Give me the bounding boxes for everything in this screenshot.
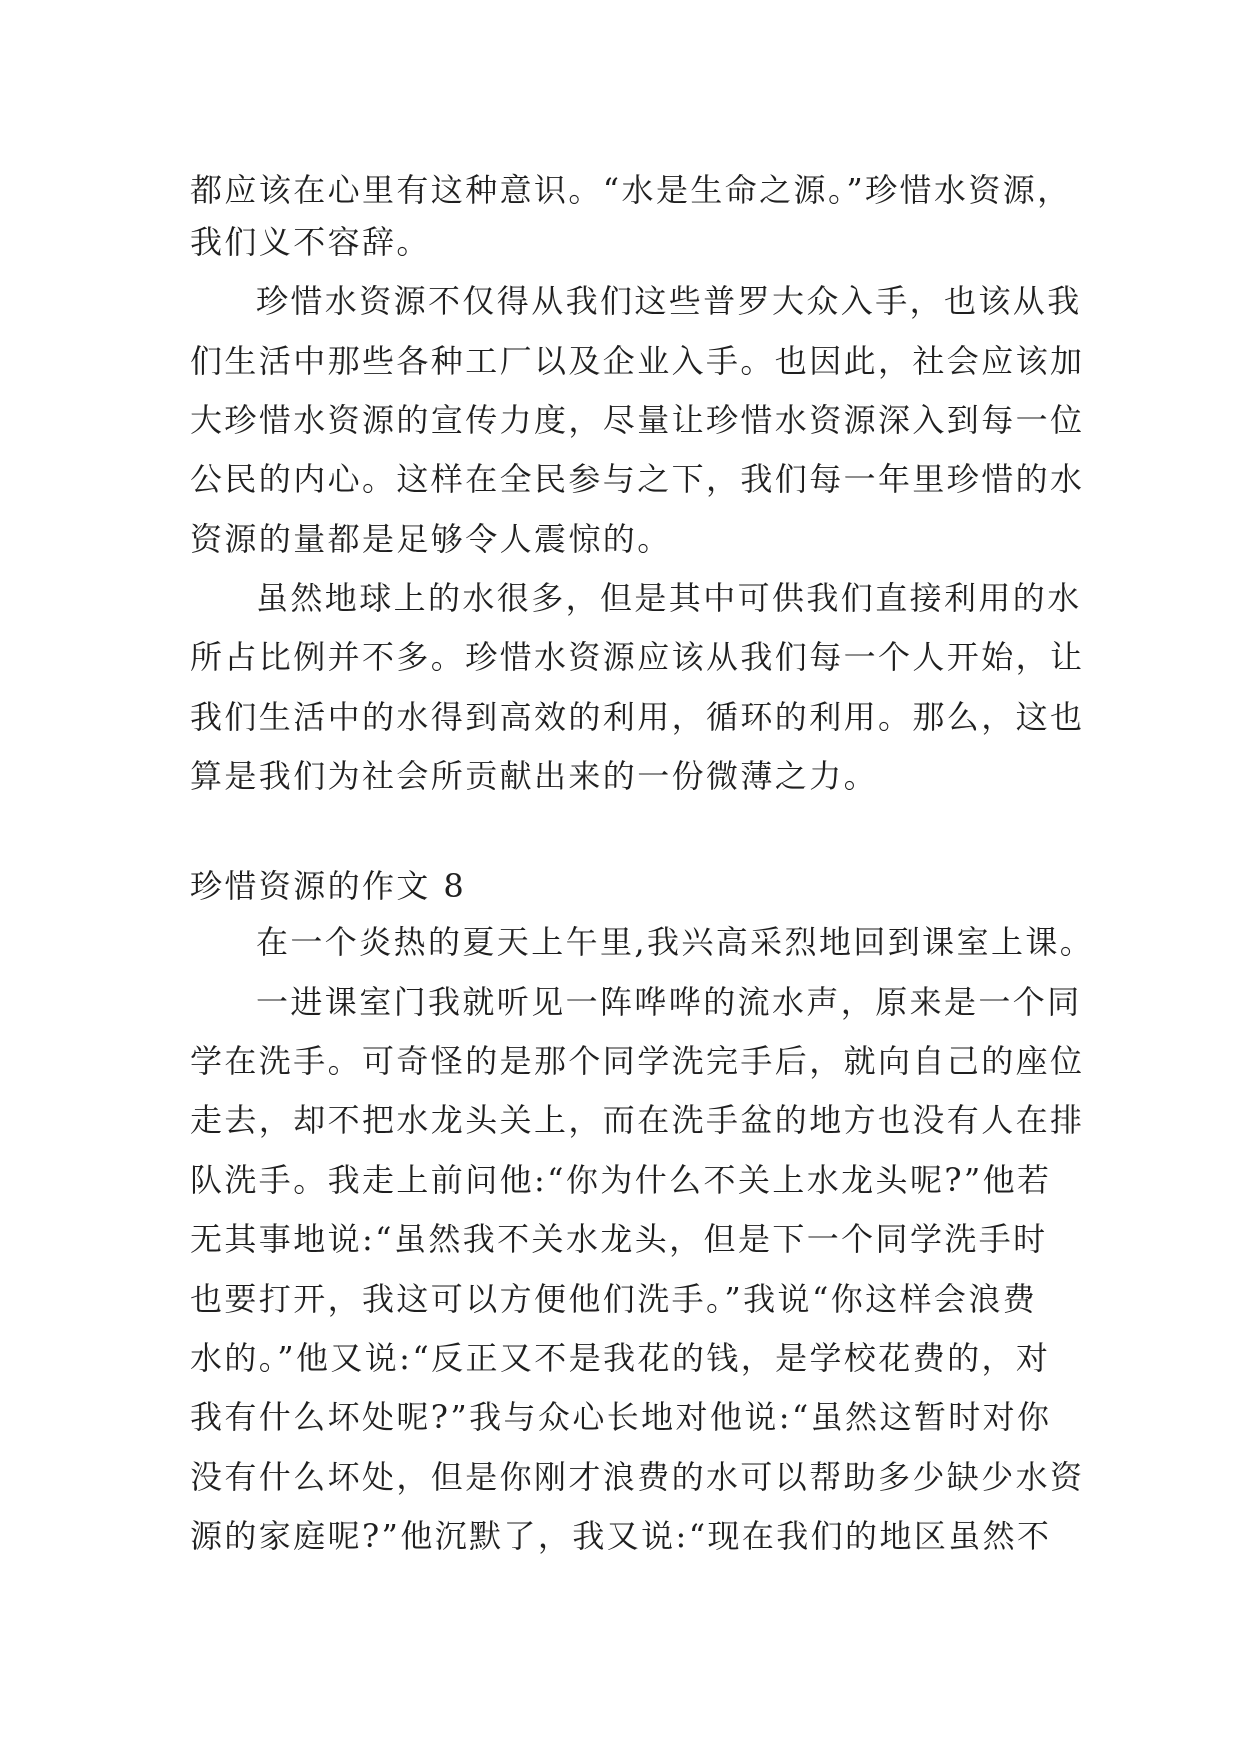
text-line: 也要打开，我这可以方便他们洗手。”我说“你这样会浪费 — [190, 1280, 1038, 1318]
text-line: 珍惜水资源不仅得从我们这些普罗大众入手，也该从我 — [256, 282, 1082, 320]
section-heading: 珍惜资源的作文 8 — [190, 867, 467, 905]
text-line: 所占比例并不多。珍惜水资源应该从我们每一个人开始，让 — [190, 638, 1085, 676]
text-line: 在一个炎热的夏天上午里,我兴高采烈地回到课室上课。 — [256, 923, 1095, 961]
text-line: 们生活中那些各种工厂以及企业入手。也因此，社会应该加 — [190, 342, 1085, 380]
text-line: 资源的量都是足够令人震惊的。 — [190, 520, 672, 558]
text-line: 没有什么坏处，但是你刚才浪费的水可以帮助多少缺少水资 — [190, 1458, 1085, 1496]
text-line: 一进课室门我就听见一阵哗哗的流水声，原来是一个同 — [256, 983, 1082, 1021]
text-line: 源的家庭呢?”他沉默了，我又说:“现在我们的地区虽然不 — [190, 1517, 1052, 1555]
text-line: 公民的内心。这样在全民参与之下，我们每一年里珍惜的水 — [190, 460, 1085, 498]
text-line: 走去，却不把水龙头关上，而在洗手盆的地方也没有人在排 — [190, 1101, 1085, 1139]
text-line: 我有什么坏处呢?”我与众心长地对他说:“虽然这暂时对你 — [190, 1398, 1052, 1436]
text-line: 算是我们为社会所贡献出来的一份微薄之力。 — [190, 757, 879, 795]
text-line: 水的。”他又说:“反正又不是我花的钱，是学校花费的，对 — [190, 1339, 1051, 1377]
text-line: 虽然地球上的水很多，但是其中可供我们直接利用的水 — [256, 579, 1082, 617]
text-line: 我们生活中的水得到高效的利用，循环的利用。那么，这也 — [190, 698, 1085, 736]
text-line: 队洗手。我走上前问他:“你为什么不关上水龙头呢?”他若 — [190, 1161, 1052, 1199]
text-line: 学在洗手。可奇怪的是那个同学洗完手后，就向自己的座位 — [190, 1042, 1085, 1080]
text-line: 大珍惜水资源的宣传力度，尽量让珍惜水资源深入到每一位 — [190, 401, 1085, 439]
text-line: 都应该在心里有这种意识。“水是生命之源。”珍惜水资源， — [190, 171, 1072, 209]
text-line: 无其事地说:“虽然我不关水龙头，但是下一个同学洗手时 — [190, 1220, 1048, 1258]
text-line: 我们义不容辞。 — [190, 223, 431, 261]
